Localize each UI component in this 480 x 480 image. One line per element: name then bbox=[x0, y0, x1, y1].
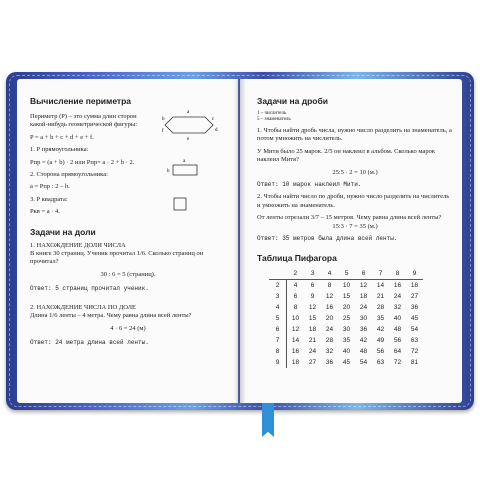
table-cell: 63 bbox=[410, 336, 419, 344]
table-cell: 63 bbox=[376, 358, 385, 366]
table-cell: 30 bbox=[359, 314, 368, 322]
table-row-header: 7 bbox=[269, 335, 287, 346]
table-cell: 32 bbox=[325, 347, 334, 355]
table-cell: 40 bbox=[393, 314, 402, 322]
table-row-header: 6 bbox=[269, 324, 287, 335]
table-cell: 36 bbox=[325, 358, 334, 366]
table-header-cell: 9 bbox=[406, 268, 423, 280]
task1-calc: 30 : 6 = 5 (страниц). bbox=[100, 270, 156, 278]
square-formula: a = Pпр : 2 – b. bbox=[30, 183, 70, 191]
table-cell: 6 bbox=[310, 281, 315, 289]
table-header-cell: 6 bbox=[355, 268, 372, 280]
table-cell: 32 bbox=[393, 303, 402, 311]
table-cell: 16 bbox=[393, 281, 402, 289]
legend-numerator: 1 – числитель bbox=[257, 111, 287, 116]
table-cell: 21 bbox=[308, 336, 317, 344]
task2-calc: 4 · 6 = 24 (м) bbox=[110, 324, 146, 332]
table-cell: 15 bbox=[308, 314, 317, 322]
page-gutter bbox=[234, 79, 246, 403]
pythagoras-table bbox=[269, 268, 423, 368]
rule-1: 1. Чтобы найти дробь числа, нужно число разделить на знаменатель, а потом умножить на числитель. bbox=[257, 127, 452, 143]
rule-2-calc: 15:3 · 7 = 35 (м.) bbox=[332, 222, 378, 230]
table-cell: 64 bbox=[393, 347, 402, 355]
table-cell: 16 bbox=[291, 347, 300, 355]
table-cell: 48 bbox=[393, 325, 402, 333]
hex-label-f: f bbox=[162, 129, 164, 134]
sq-formula: Pкв = a · 4. bbox=[30, 208, 60, 216]
table-cell: 42 bbox=[359, 336, 368, 344]
table-cell: 56 bbox=[376, 347, 385, 355]
hex-label-e: e bbox=[187, 137, 190, 142]
rectangle-figure bbox=[165, 159, 205, 179]
table-header-cell: 5 bbox=[338, 268, 355, 280]
task2-text: Длина 1/6 ленты – 4 метра. Чему равна длина всей ленты? bbox=[30, 312, 192, 320]
table-cell: 28 bbox=[325, 336, 334, 344]
table-cell: 72 bbox=[410, 347, 419, 355]
table-cell: 42 bbox=[376, 325, 385, 333]
table-cell: 12 bbox=[308, 303, 317, 311]
table-row bbox=[269, 324, 423, 335]
table-cell: 12 bbox=[359, 281, 368, 289]
table-cell: 12 bbox=[291, 325, 300, 333]
table-cell: 18 bbox=[291, 358, 300, 366]
table-corner bbox=[269, 268, 287, 280]
table-cell: 21 bbox=[376, 292, 385, 300]
fractions-title: Задачи на доли bbox=[30, 226, 96, 237]
right-page-content bbox=[257, 96, 453, 368]
hex-label-a: a bbox=[187, 110, 190, 115]
table-cell: 54 bbox=[410, 325, 419, 333]
table-cell: 9 bbox=[310, 292, 315, 300]
rule-2-answer: Ответ: 35 метров была длина всей ленты. bbox=[257, 235, 398, 243]
table-cell: 24 bbox=[393, 292, 402, 300]
table-cell: 8 bbox=[327, 281, 332, 289]
svg-text:b: b bbox=[167, 169, 170, 175]
table-cell: 15 bbox=[342, 292, 351, 300]
pythagoras-title: Таблица Пифагора bbox=[257, 253, 337, 264]
table-row bbox=[269, 357, 423, 368]
table-cell: 16 bbox=[325, 303, 334, 311]
table-row-header: 3 bbox=[269, 291, 287, 302]
table-cell: 8 bbox=[293, 303, 298, 311]
table-header-cell: 4 bbox=[321, 268, 338, 280]
table-cell: 35 bbox=[376, 314, 385, 322]
table-cell: 27 bbox=[308, 358, 317, 366]
rule-1-calc: 25:5 · 2 = 10 (м.) bbox=[332, 168, 378, 176]
table-cell: 49 bbox=[376, 336, 385, 344]
table-cell: 56 bbox=[393, 336, 402, 344]
table-cell: 12 bbox=[325, 292, 334, 300]
table-header-cell: 2 bbox=[287, 268, 305, 280]
table-cell: 14 bbox=[291, 336, 300, 344]
table-cell: 14 bbox=[376, 281, 385, 289]
fractions-page-title: Задачи на дроби bbox=[257, 96, 328, 106]
table-row-header: 2 bbox=[269, 280, 287, 292]
sq-title: 3. Р квадрата: bbox=[30, 195, 68, 203]
table-cell: 10 bbox=[342, 281, 351, 289]
hex-label-c: c bbox=[212, 117, 215, 122]
table-row bbox=[269, 302, 423, 313]
table-cell: 40 bbox=[342, 347, 351, 355]
rule-2-problem: От ленты отрезали 3/7 – 15 метров. Чему равна длина всей ленты? bbox=[257, 214, 442, 222]
table-cell: 24 bbox=[325, 325, 334, 333]
perimeter-definition: Периметр (Р) – это сумма длин сторон какой-нибудь геометрической фигуры: bbox=[30, 113, 138, 129]
hex-label-d: d bbox=[215, 128, 218, 133]
table-cell: 20 bbox=[325, 314, 334, 322]
table-cell: 27 bbox=[410, 292, 419, 300]
perimeter-formula: P = a + b + c + d + e + f. bbox=[30, 133, 94, 141]
table-cell: 24 bbox=[359, 303, 368, 311]
table-cell: 30 bbox=[342, 325, 351, 333]
perimeter-title: Вычисление периметра bbox=[30, 96, 132, 106]
table-cell: 45 bbox=[410, 314, 419, 322]
table-row bbox=[269, 291, 423, 302]
table-cell: 6 bbox=[293, 292, 298, 300]
table-row-header: 5 bbox=[269, 313, 287, 324]
task2-answer: Ответ: 24 метра длина всей ленты. bbox=[30, 338, 149, 346]
table-cell: 10 bbox=[291, 314, 300, 322]
table-row bbox=[269, 346, 423, 357]
svg-text:a: a bbox=[183, 159, 186, 165]
table-cell: 24 bbox=[308, 347, 317, 355]
table-cell: 20 bbox=[342, 303, 351, 311]
hexagon-figure bbox=[163, 107, 219, 143]
table-cell: 18 bbox=[308, 325, 317, 333]
rect-formula: Pпр = (a + b) · 2 или Pпр= a · 2 + b · 2. bbox=[30, 158, 135, 166]
table-cell: 36 bbox=[359, 325, 368, 333]
table-header-cell: 7 bbox=[372, 268, 389, 280]
table-row bbox=[269, 280, 423, 292]
table-row bbox=[269, 313, 423, 324]
left-page-content bbox=[30, 96, 226, 347]
task1-answer: Ответ: 5 страниц прочитал ученик. bbox=[30, 285, 149, 293]
table-cell: 48 bbox=[359, 347, 368, 355]
rule-2: 2. Чтобы найти число по дроби, нужно число разделить на числитель и умножить на знаменатель. bbox=[257, 193, 450, 209]
rule-1-problem: У Мити было 25 марок. 2/5 он наклеил в альбом. Сколько марок наклеил Митя? bbox=[257, 147, 435, 164]
table-header-cell: 3 bbox=[304, 268, 321, 280]
table-cell: 18 bbox=[359, 292, 368, 300]
table-cell: 28 bbox=[376, 303, 385, 311]
rect-title: 1. Р прямоугольника: bbox=[30, 146, 89, 154]
table-cell: 54 bbox=[359, 358, 368, 366]
table-cell: 25 bbox=[342, 314, 351, 322]
table-row-header: 9 bbox=[269, 357, 287, 368]
table-cell: 72 bbox=[393, 358, 402, 366]
legend-denominator: 5 – знаменатель bbox=[257, 117, 291, 122]
task2-title: 2. НАХОЖДЕНИЕ ЧИСЛА ПО ДОЛЕ bbox=[30, 303, 137, 311]
table-cell: 4 bbox=[293, 281, 298, 289]
table-header-row bbox=[269, 268, 423, 280]
square-title: 2. Сторона прямоугольника: bbox=[30, 171, 108, 179]
table-cell: 36 bbox=[410, 303, 419, 311]
table-cell: 81 bbox=[410, 358, 419, 366]
table-cell: 18 bbox=[410, 281, 419, 289]
table-row bbox=[269, 335, 423, 346]
table-row-header: 8 bbox=[269, 346, 287, 357]
table-header-cell: 8 bbox=[389, 268, 406, 280]
rule-1-answer: Ответ: 10 марок наклеил Мити. bbox=[257, 181, 362, 189]
table-cell: 45 bbox=[342, 358, 351, 366]
table-cell: 35 bbox=[342, 336, 351, 344]
task1-text: В книге 30 страниц. Ученик прочитал 1/6. Сколько страниц он прочитал? bbox=[30, 250, 204, 266]
table-row-header: 4 bbox=[269, 302, 287, 313]
square-figure bbox=[170, 194, 190, 214]
hex-label-b: b bbox=[162, 117, 165, 122]
task1-title: 1. НАХОЖДЕНИЕ ДОЛИ ЧИСЛА bbox=[30, 241, 126, 249]
bookmark-ribbon bbox=[262, 403, 274, 437]
